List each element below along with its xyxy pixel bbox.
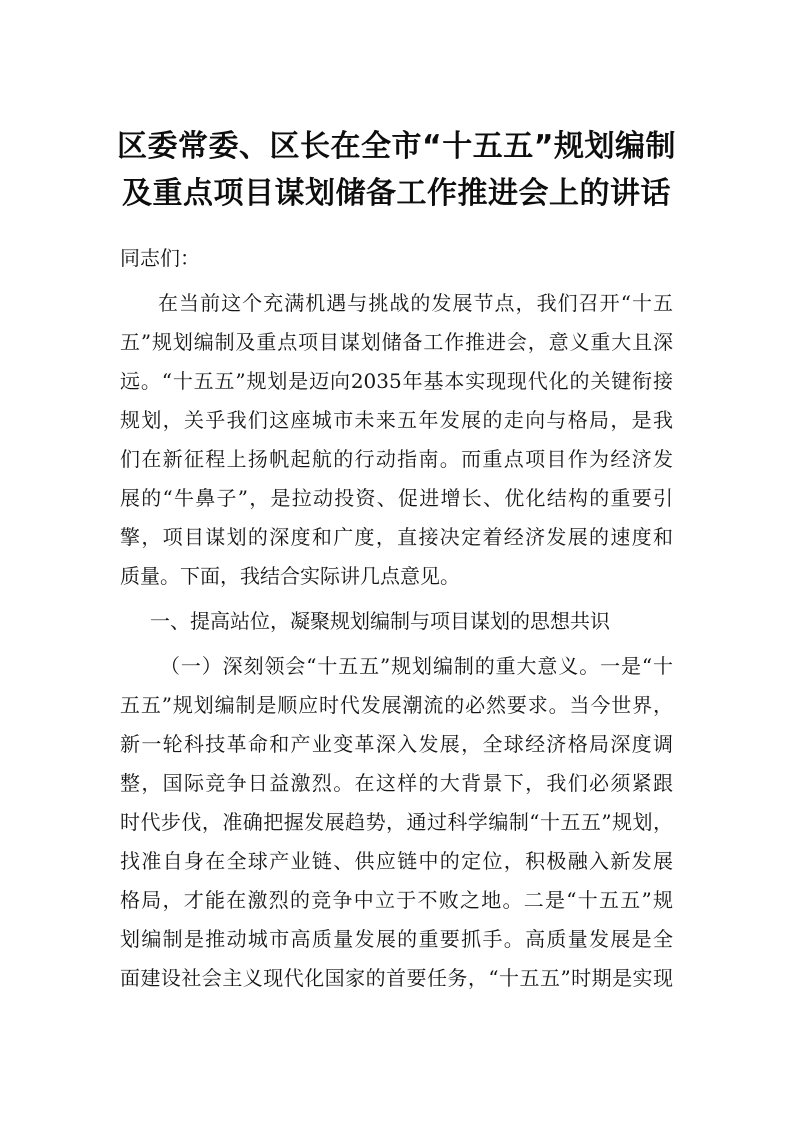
paragraph-line: 新一轮科技革命和产业变革深入发展，全球经济格局深度调 <box>120 732 673 756</box>
paragraph-line: 擎，项目谋划的深度和广度，直接决定着经济发展的速度和 <box>120 525 673 549</box>
salutation: 同志们： <box>120 246 200 270</box>
paragraph-line: 质量。下面，我结合实际讲几点意见。 <box>120 564 460 588</box>
paragraph-line: 时代步伐，准确把握发展趋势，通过科学编制“十五五”规划， <box>120 810 673 834</box>
paragraph-line: 远。“十五五”规划是迈向2035年基本实现现代化的关键衔接 <box>120 369 673 393</box>
paragraph-line: 五五”规划编制是顺应时代发展潮流的必然要求。当今世界， <box>120 693 673 717</box>
paragraph-line: 面建设社会主义现代化国家的首要任务，“十五五”时期是实现 <box>120 966 673 990</box>
paragraph-line: 规划，关乎我们这座城市未来五年发展的走向与格局，是我 <box>120 408 673 432</box>
section-heading: 一、提高站位，凝聚规划编制与项目谋划的思想共识 <box>150 609 610 633</box>
document-title-line-2: 及重点项目谋划储备工作推进会上的讲话 <box>122 176 671 211</box>
paragraph-line: 展的“牛鼻子”，是拉动投资、促进增长、优化结构的重要引 <box>120 486 673 510</box>
paragraph-line: 在当前这个充满机遇与挑战的发展节点，我们召开“十五 <box>158 291 673 315</box>
paragraph-line: 找准自身在全球产业链、供应链中的定位，积极融入新发展 <box>120 849 673 873</box>
paragraph-line: 五”规划编制及重点项目谋划储备工作推进会，意义重大且深 <box>120 330 673 354</box>
paragraph-line: 格局，才能在激烈的竞争中立于不败之地。二是“十五五”规 <box>120 888 673 912</box>
paragraph-line: （一）深刻领会“十五五”规划编制的重大意义。一是“十 <box>160 654 673 678</box>
paragraph-line: 整，国际竞争日益激烈。在这样的大背景下，我们必须紧跟 <box>120 771 673 795</box>
document-title-line-1: 区委常委、区长在全市“十五五”规划编制 <box>117 129 676 164</box>
paragraph-line: 划编制是推动城市高质量发展的重要抓手。高质量发展是全 <box>120 927 673 951</box>
paragraph-line: 们在新征程上扬帆起航的行动指南。而重点项目作为经济发 <box>120 447 673 471</box>
